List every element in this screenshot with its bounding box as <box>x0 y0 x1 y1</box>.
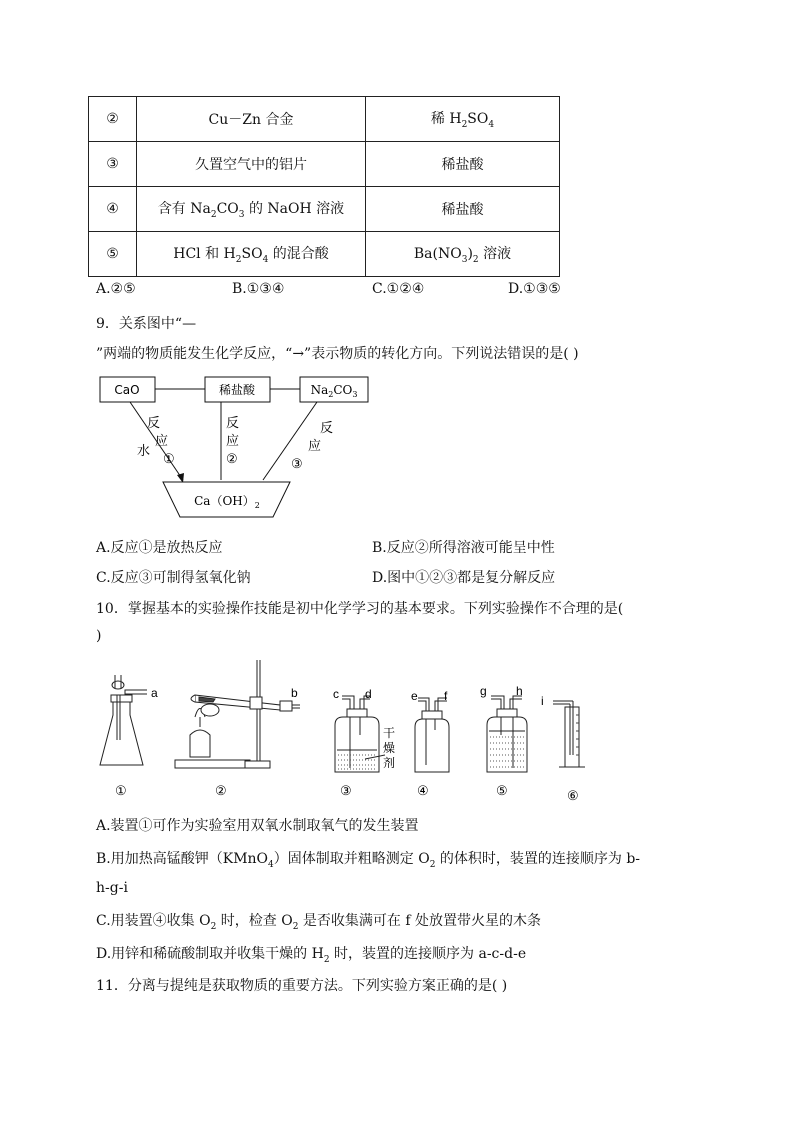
acid-cell: 稀 $H_2SO_4$ <box>366 97 560 142</box>
caoh2-label: $Ca(OH)_2$ <box>194 494 260 510</box>
hcl-label: 稀盐酸 <box>218 383 256 397</box>
apparatus-4-empty-bottle <box>415 698 449 772</box>
drying-agent-label-3: 剂 <box>383 756 396 770</box>
apparatus-number-4: ④ <box>417 784 429 799</box>
q10-option-b-line2: h-g-i <box>96 880 128 896</box>
apparatus-6-measuring-cylinder <box>553 701 585 767</box>
q9-option-a: A.反应①是放热反应 <box>96 540 223 556</box>
r2-label-b: 应 <box>226 434 240 449</box>
cao-label: CaO <box>114 383 140 397</box>
q11-stem: 11．分离与提纯是获取物质的重要方法。下列实验方案正确的是( ) <box>96 978 508 994</box>
table-row <box>89 142 560 187</box>
q9-stem-line1: 9．关系图中“— <box>96 316 197 332</box>
drying-agent-label-2: 燥 <box>383 741 396 755</box>
apparatus-1-conical-flask <box>100 675 147 765</box>
label-d: d <box>365 687 372 701</box>
apparatus-3-drying-bottle <box>335 696 385 772</box>
apparatus-number-5: ⑤ <box>496 784 508 799</box>
label-f: f <box>444 689 448 703</box>
metal-cell: HCl 和 $H_2SO_4$ 的混合酸 <box>137 232 366 277</box>
row-number: ② <box>89 97 137 142</box>
r2-label-c: ② <box>226 452 238 467</box>
q9-stem-line2: ”两端的物质能发生化学反应，“→”表示物质的转化方向。下列说法错误的是( ) <box>96 346 579 362</box>
q10-option-c: C.用装置④收集 $O_2$ 时，检查 $O_2$ 是否收集满可在 f 处放置带火星的木条 <box>96 913 541 932</box>
label-a: a <box>151 686 158 700</box>
apparatus-number-2: ② <box>215 784 227 799</box>
apparatus-number-3: ③ <box>340 784 352 799</box>
water-label: 水 <box>137 444 151 459</box>
q9-option-d: D.图中①②③都是复分解反应 <box>372 570 556 586</box>
acid-cell: $Ba(NO_3)_2$ 溶液 <box>366 232 560 277</box>
metal-cell: 含有 $Na_2CO_3$ 的 NaOH 溶液 <box>137 187 366 232</box>
label-h: h <box>516 684 523 698</box>
q8-option-d: D.①③⑤ <box>508 281 561 297</box>
q8-option-c: C.①②④ <box>372 281 425 297</box>
metal-cell: Cu－Zn 合金 <box>137 97 366 142</box>
row-number: ④ <box>89 187 137 232</box>
reaction-relation-diagram <box>95 370 385 525</box>
row-number: ③ <box>89 142 137 187</box>
apparatus-number-1: ① <box>115 784 127 799</box>
label-e: e <box>411 689 418 703</box>
r1-label-b: 应 <box>155 434 169 449</box>
r3-label-a: 反 <box>320 421 334 436</box>
r3-label-b: 应 <box>308 439 322 454</box>
apparatus-2-heating-setup <box>175 660 300 768</box>
label-b: b <box>291 686 298 700</box>
q8-option-a: A.②⑤ <box>96 281 136 297</box>
q10-option-d: D.用锌和稀硫酸制取并收集干燥的 $H_2$ 时，装置的连接顺序为 a-c-d-e <box>96 946 527 965</box>
table-row <box>89 97 560 142</box>
table-row <box>89 187 560 232</box>
drying-agent-label-1: 干 <box>383 726 396 740</box>
lab-apparatus-figure <box>95 655 595 810</box>
label-c: c <box>333 687 339 701</box>
reagent-table <box>88 96 560 277</box>
acid-cell: 稀盐酸 <box>366 187 560 232</box>
r1-label-a: 反 <box>147 416 161 431</box>
na2co3-label: $Na_2CO_3$ <box>310 383 358 399</box>
table-row <box>89 232 560 277</box>
r1-label-c: ① <box>163 452 175 467</box>
q10-option-a: A.装置①可作为实验室用双氧水制取氧气的发生装置 <box>96 818 419 834</box>
label-i: i <box>541 694 544 708</box>
q9-option-c: C.反应③可制得氢氧化钠 <box>96 570 251 586</box>
apparatus-5-water-bottle <box>487 696 527 772</box>
label-g: g <box>480 684 487 698</box>
apparatus-number-6: ⑥ <box>567 789 579 804</box>
q10-stem-line1: 10．掌握基本的实验操作技能是初中化学学习的基本要求。下列实验操作不合理的是( <box>96 601 624 617</box>
q10-stem-line2: ) <box>96 628 102 644</box>
q8-option-b: B.①③④ <box>232 281 285 297</box>
q9-option-b: B.反应②所得溶液可能呈中性 <box>372 540 555 556</box>
row-number: ⑤ <box>89 232 137 277</box>
r2-label-a: 反 <box>226 416 240 431</box>
r3-label-c: ③ <box>291 457 303 472</box>
q10-option-b: B.用加热高锰酸钾（KMnO$_4$）固体制取并粗略测定 $O_2$ 的体积时，装置的连接顺序为 b- <box>96 851 641 870</box>
acid-cell: 稀盐酸 <box>366 142 560 187</box>
metal-cell: 久置空气中的铝片 <box>137 142 366 187</box>
